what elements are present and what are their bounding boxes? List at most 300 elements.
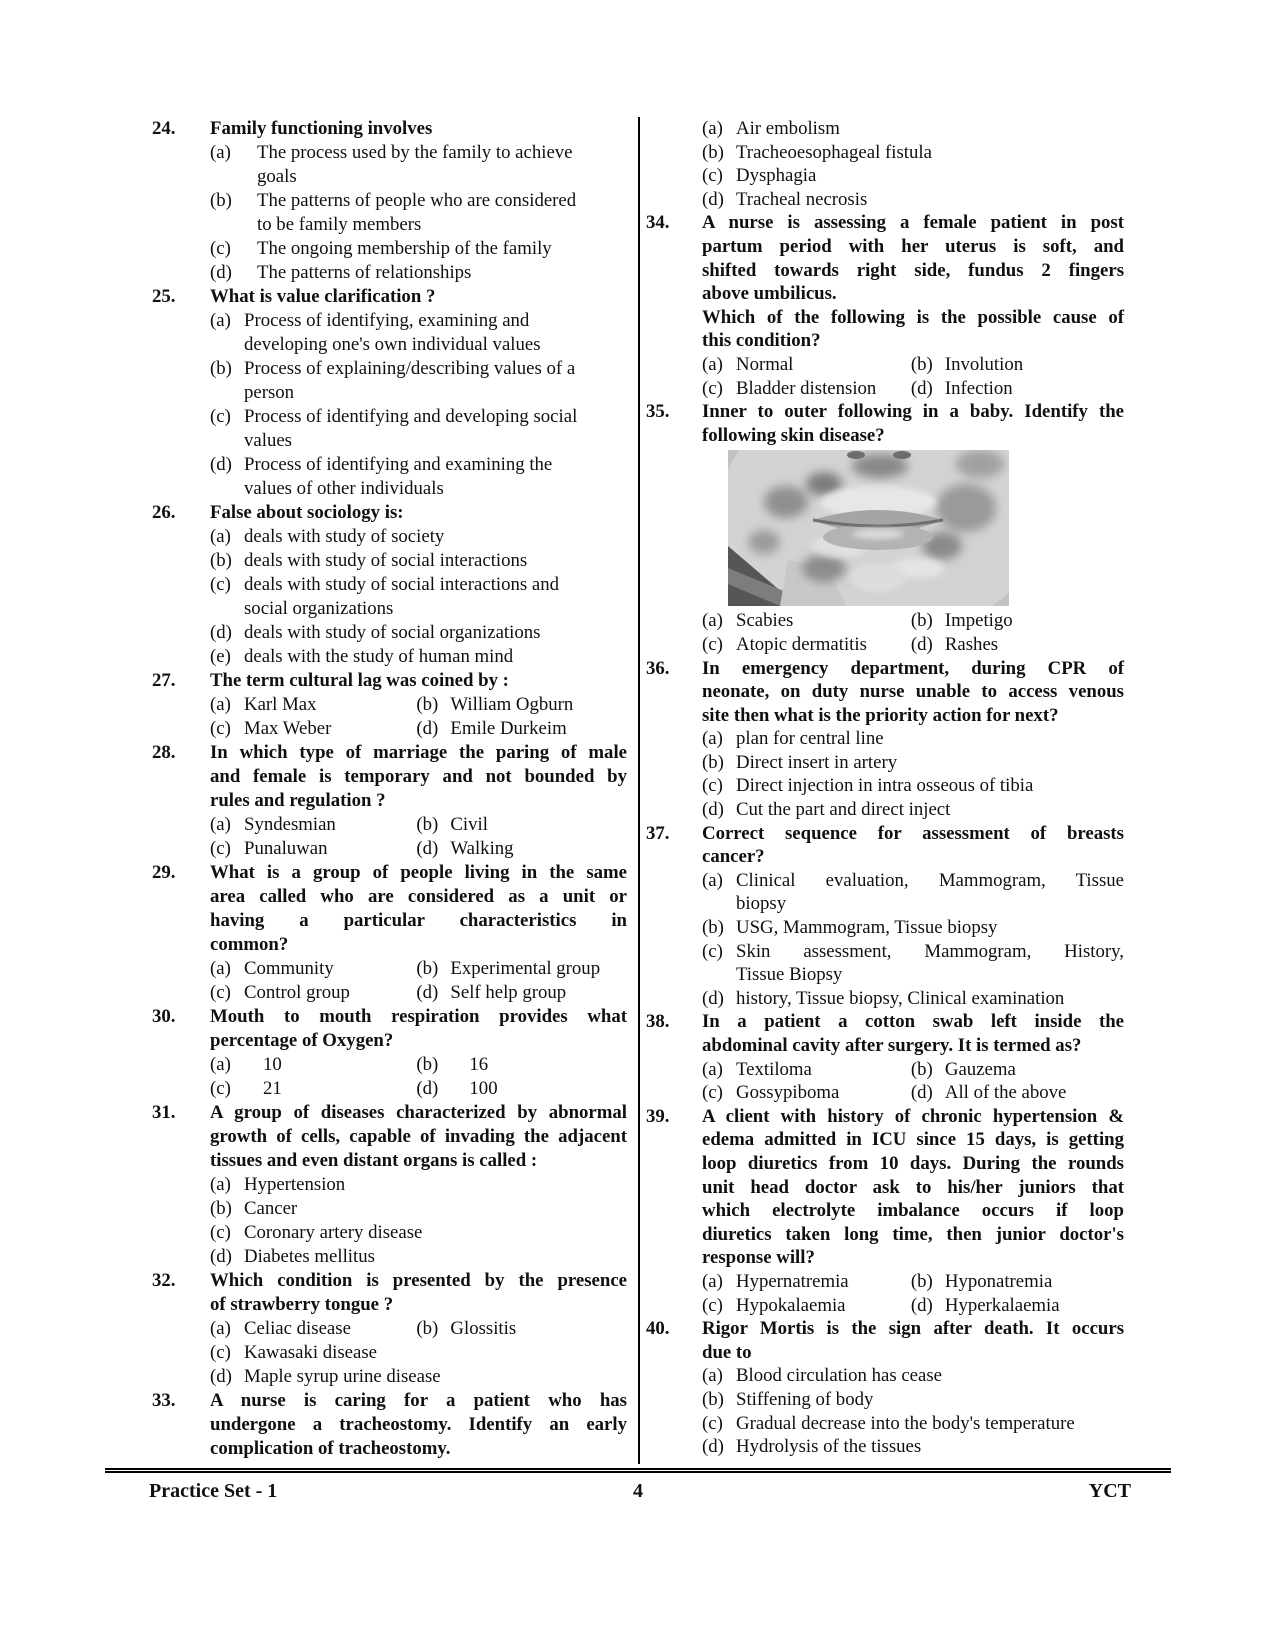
option-text: Community bbox=[244, 958, 334, 979]
option-text: Bladder distension bbox=[736, 377, 877, 399]
question-number: 27. bbox=[152, 670, 176, 691]
option-text: USG, Mammogram, Tissue biopsy bbox=[736, 917, 998, 939]
option-label: (c) bbox=[702, 377, 723, 399]
option-label: (a) bbox=[210, 526, 231, 547]
options-list bbox=[702, 727, 1124, 821]
option-label: (c) bbox=[702, 775, 723, 797]
question-stem-line: partum period with her uterus is soft, and bbox=[702, 235, 1124, 257]
question-block bbox=[152, 501, 627, 669]
options-list bbox=[702, 117, 1124, 211]
option-text-line: Process of identifying and developing social bbox=[244, 406, 578, 427]
options-list bbox=[210, 525, 627, 669]
option-text: Gradual decrease into the body's temperature bbox=[736, 1412, 1075, 1434]
option-item bbox=[210, 237, 627, 261]
option-item bbox=[702, 188, 1124, 212]
question-stem-line: shifted towards right side, fundus 2 fingers bbox=[702, 259, 1124, 281]
question-stem-line: cancer? bbox=[702, 846, 765, 868]
option-text: deals with the study of human mind bbox=[244, 646, 514, 667]
option-text: Civil bbox=[450, 814, 488, 835]
option-item bbox=[210, 1317, 416, 1341]
option-item bbox=[210, 261, 627, 285]
option-label: (a) bbox=[702, 353, 723, 375]
options-list bbox=[702, 1058, 1124, 1105]
option-label: (b) bbox=[416, 958, 439, 979]
question-stem-line: edema admitted in ICU since 15 days, is getting bbox=[702, 1129, 1124, 1151]
option-item bbox=[911, 1294, 1120, 1318]
question-stem-line: Which of the following is the possible cause of bbox=[702, 306, 1124, 328]
option-item bbox=[702, 869, 1124, 916]
option-text: Syndesmian bbox=[244, 814, 336, 835]
option-label: (b) bbox=[702, 917, 724, 939]
option-text: Gossypiboma bbox=[736, 1082, 840, 1104]
option-text: William Ogburn bbox=[450, 694, 574, 715]
option-label: (a) bbox=[702, 610, 723, 632]
question-number: 40. bbox=[646, 1318, 670, 1340]
option-text-line: values of other individuals bbox=[244, 478, 444, 499]
option-text: 21 bbox=[263, 1078, 282, 1099]
question-number: 30. bbox=[152, 1006, 176, 1027]
option-label: (a) bbox=[210, 1318, 231, 1339]
option-item bbox=[416, 1077, 622, 1101]
option-label: (c) bbox=[702, 1294, 723, 1316]
options-list bbox=[702, 353, 1124, 400]
option-label: (b) bbox=[210, 358, 232, 379]
options-list bbox=[210, 1173, 627, 1269]
question-stem-line: What is value clarification ? bbox=[210, 286, 436, 307]
question-stem-line: following skin disease? bbox=[702, 424, 885, 446]
option-label: (b) bbox=[210, 550, 232, 571]
option-text-line: goals bbox=[257, 166, 297, 187]
option-label: (c) bbox=[210, 574, 231, 595]
option-label: (a) bbox=[210, 814, 231, 835]
option-text: Celiac disease bbox=[244, 1318, 351, 1339]
option-item bbox=[210, 813, 416, 837]
question-column-right bbox=[646, 117, 1124, 1459]
options-list bbox=[210, 813, 627, 861]
option-item bbox=[210, 981, 416, 1005]
option-item bbox=[210, 693, 416, 717]
option-text: Textiloma bbox=[736, 1058, 812, 1080]
option-label: (b) bbox=[416, 814, 439, 835]
option-label: (c) bbox=[210, 1342, 231, 1363]
option-text: Hypernatremia bbox=[736, 1270, 849, 1292]
option-item bbox=[911, 1081, 1120, 1105]
question-stem-line: common? bbox=[210, 934, 289, 955]
option-text: Gauzema bbox=[944, 1058, 1016, 1080]
option-item bbox=[416, 1053, 622, 1077]
question-stem-line: A nurse is caring for a patient who has bbox=[210, 1390, 627, 1411]
option-label: (a) bbox=[210, 694, 231, 715]
column-divider bbox=[638, 117, 640, 1464]
option-text: plan for central line bbox=[736, 728, 884, 750]
question-stem-line: False about sociology is: bbox=[210, 502, 404, 523]
option-item bbox=[702, 1058, 911, 1082]
option-item bbox=[702, 774, 1124, 798]
option-text-line: to be family members bbox=[257, 214, 422, 235]
option-text: Impetigo bbox=[944, 610, 1013, 632]
options-list bbox=[702, 1364, 1124, 1458]
option-label: (b) bbox=[910, 1058, 933, 1080]
option-item bbox=[210, 405, 627, 453]
baby-face-illustration bbox=[728, 450, 1009, 606]
question-number: 25. bbox=[152, 286, 176, 307]
option-label: (c) bbox=[210, 1078, 231, 1099]
option-item bbox=[210, 573, 627, 621]
option-label: (a) bbox=[702, 1270, 723, 1292]
option-text: Cancer bbox=[244, 1198, 298, 1219]
question-number: 35. bbox=[646, 401, 670, 423]
question-stem-line: of strawberry tongue ? bbox=[210, 1294, 394, 1315]
question-stem-line: diuretics taken long time, then junior doctor's bbox=[702, 1223, 1124, 1245]
option-label: (d) bbox=[210, 262, 232, 283]
option-text: Hypertension bbox=[244, 1174, 346, 1195]
question-number: 24. bbox=[152, 118, 176, 139]
option-label: (c) bbox=[210, 238, 231, 259]
option-text-line: Process of identifying and examining the bbox=[244, 454, 553, 475]
option-text: Max Weber bbox=[244, 718, 332, 739]
option-text: The patterns of relationships bbox=[257, 262, 472, 283]
option-text: Atopic dermatitis bbox=[736, 633, 867, 655]
option-text: deals with study of society bbox=[244, 526, 445, 547]
option-text: Rashes bbox=[944, 633, 999, 655]
option-item bbox=[416, 693, 622, 717]
option-label: (c) bbox=[210, 838, 231, 859]
option-item bbox=[702, 1435, 1124, 1459]
option-item bbox=[210, 141, 627, 189]
option-label: (a) bbox=[702, 118, 723, 139]
option-text: Normal bbox=[736, 353, 794, 375]
option-item bbox=[416, 1317, 622, 1341]
question-block bbox=[646, 1105, 1124, 1317]
baby-lower-face-skin-lesions-photo bbox=[728, 450, 1009, 606]
question-stem-line: In a patient a cotton swab left inside the bbox=[702, 1011, 1124, 1033]
option-item bbox=[702, 798, 1124, 822]
option-label: (b) bbox=[910, 1270, 933, 1292]
question-stem-line: A group of diseases characterized by abnormal bbox=[210, 1102, 627, 1123]
option-item bbox=[702, 1294, 911, 1318]
option-text: Walking bbox=[450, 838, 514, 859]
option-text: Glossitis bbox=[450, 1318, 517, 1339]
option-item bbox=[210, 837, 416, 861]
option-label: (c) bbox=[702, 1082, 723, 1104]
footer-page-number: 4 bbox=[633, 1480, 643, 1502]
option-item bbox=[210, 453, 627, 501]
option-text: Tracheal necrosis bbox=[736, 188, 868, 210]
option-item bbox=[911, 1058, 1120, 1082]
option-label: (d) bbox=[910, 1294, 933, 1316]
option-text-line: The patterns of people who are considered bbox=[257, 190, 577, 211]
question-stem-line: A client with history of chronic hypertension & bbox=[702, 1105, 1124, 1127]
question-stem-line: abdominal cavity after surgery. It is termed as? bbox=[702, 1035, 1082, 1056]
question-block bbox=[152, 117, 627, 285]
question-number: 38. bbox=[646, 1011, 670, 1033]
option-text: Direct injection in intra osseous of tibia bbox=[736, 775, 1034, 797]
option-label: (c) bbox=[210, 406, 231, 427]
question-stem-line: In emergency department, during CPR of bbox=[702, 657, 1124, 679]
option-item bbox=[702, 751, 1124, 775]
option-item bbox=[911, 633, 1120, 657]
option-text-line: Clinical evaluation, Mammogram, Tissue bbox=[736, 869, 1124, 891]
option-label: (d) bbox=[210, 454, 232, 475]
option-label: (e) bbox=[210, 646, 231, 667]
question-block bbox=[152, 1005, 627, 1101]
option-label: (d) bbox=[702, 188, 724, 210]
option-item bbox=[911, 609, 1120, 633]
option-item bbox=[210, 189, 627, 237]
option-item bbox=[702, 1388, 1124, 1412]
option-text: deals with study of social organizations bbox=[244, 622, 541, 643]
option-item bbox=[210, 1053, 416, 1077]
option-text: Scabies bbox=[736, 610, 794, 632]
option-text-line: deals with study of social interactions and bbox=[244, 574, 560, 595]
question-stem-line: undergone a tracheostomy. Identify an early bbox=[210, 1414, 627, 1435]
option-label: (d) bbox=[416, 838, 439, 859]
option-text: Experimental group bbox=[450, 958, 601, 979]
option-text-line: Skin assessment, Mammogram, History, bbox=[736, 940, 1124, 962]
option-text: Hypokalaemia bbox=[736, 1294, 846, 1316]
option-label: (d) bbox=[416, 982, 439, 1003]
option-text: Self help group bbox=[450, 982, 567, 1003]
options-list bbox=[702, 1270, 1124, 1317]
option-label: (b) bbox=[210, 190, 232, 211]
question-number: 34. bbox=[646, 212, 670, 234]
option-label: (c) bbox=[702, 1412, 723, 1434]
option-item bbox=[702, 987, 1124, 1011]
option-text: Control group bbox=[244, 982, 350, 1003]
option-item bbox=[702, 164, 1124, 188]
option-text: Diabetes mellitus bbox=[244, 1246, 375, 1267]
option-label: (c) bbox=[210, 1222, 231, 1243]
option-label: (d) bbox=[416, 1078, 439, 1099]
question-stem-line: Inner to outer following in a baby. Identify the bbox=[702, 401, 1124, 423]
option-item bbox=[911, 353, 1120, 377]
option-text-line: developing one's own individual values bbox=[244, 334, 541, 355]
option-item bbox=[210, 549, 627, 573]
option-item bbox=[210, 1077, 416, 1101]
option-label: (b) bbox=[210, 1198, 232, 1219]
options-list bbox=[210, 309, 627, 501]
option-label: (d) bbox=[702, 799, 724, 821]
option-text: 16 bbox=[469, 1054, 489, 1075]
option-item bbox=[416, 717, 622, 741]
question-stem-line: which electrolyte imbalance occurs if loop bbox=[702, 1200, 1124, 1222]
option-text: Cut the part and direct inject bbox=[736, 799, 951, 821]
option-text-line: Process of explaining/describing values of a bbox=[244, 358, 576, 379]
question-number: 39. bbox=[646, 1105, 670, 1127]
option-item bbox=[416, 837, 622, 861]
option-label: (b) bbox=[416, 1054, 439, 1075]
option-item bbox=[210, 1221, 627, 1245]
option-item bbox=[210, 645, 627, 669]
option-item bbox=[702, 1412, 1124, 1436]
question-stem-line: loop diuretics from 10 days. During the rounds bbox=[702, 1152, 1124, 1174]
options-list bbox=[210, 141, 627, 285]
question-stem-line: tissues and even distant organs is called : bbox=[210, 1150, 538, 1171]
question-stem-line: Family functioning involves bbox=[210, 118, 433, 139]
question-stem-line: Rigor Mortis is the sign after death. It occurs bbox=[702, 1318, 1124, 1340]
question-block bbox=[152, 285, 627, 501]
option-label: (c) bbox=[702, 633, 723, 655]
option-text: Maple syrup urine disease bbox=[244, 1366, 441, 1387]
option-item bbox=[210, 957, 416, 981]
question-block bbox=[152, 1269, 627, 1389]
option-label: (a) bbox=[702, 728, 723, 750]
options-list bbox=[210, 957, 627, 1005]
options-list bbox=[702, 609, 1124, 656]
option-item bbox=[702, 940, 1124, 987]
option-label: (a) bbox=[702, 1058, 723, 1080]
option-text: deals with study of social interactions bbox=[244, 550, 528, 571]
option-text: Stiffening of body bbox=[736, 1388, 874, 1410]
option-item bbox=[210, 1341, 627, 1365]
question-stem-line: percentage of Oxygen? bbox=[210, 1030, 394, 1051]
option-text: 10 bbox=[263, 1054, 282, 1075]
question-block bbox=[152, 741, 627, 861]
option-label: (b) bbox=[702, 751, 724, 773]
option-label: (b) bbox=[702, 141, 724, 163]
question-column-left bbox=[152, 117, 627, 1461]
option-text-line: Process of identifying, examining and bbox=[244, 310, 530, 331]
option-label: (c) bbox=[210, 982, 231, 1003]
option-text: Punaluwan bbox=[244, 838, 328, 859]
question-number: 36. bbox=[646, 657, 670, 679]
option-label: (b) bbox=[910, 610, 933, 632]
options-list bbox=[702, 869, 1124, 1011]
option-text-line: social organizations bbox=[244, 598, 394, 619]
question-stem-line: Mouth to mouth respiration provides what bbox=[210, 1006, 627, 1027]
question-stem-line: due to bbox=[702, 1341, 752, 1363]
question-number: 31. bbox=[152, 1102, 176, 1123]
question-stem-line: response will? bbox=[702, 1247, 815, 1269]
option-label: (d) bbox=[910, 377, 933, 399]
option-item bbox=[702, 609, 911, 633]
option-item bbox=[702, 633, 911, 657]
question-stem-line: unit head doctor ask to his/her juniors that bbox=[702, 1176, 1124, 1198]
option-text: Dysphagia bbox=[736, 165, 817, 187]
option-label: (d) bbox=[702, 987, 724, 1009]
question-number: 26. bbox=[152, 502, 176, 523]
option-text: history, Tissue biopsy, Clinical examination bbox=[736, 987, 1065, 1009]
question-stem-line: neonate, on duty nurse unable to access venous bbox=[702, 681, 1124, 703]
option-item bbox=[702, 916, 1124, 940]
option-item bbox=[416, 813, 622, 837]
question-block bbox=[152, 1389, 627, 1461]
question-stem-line: above umbilicus. bbox=[702, 283, 837, 305]
option-text: Kawasaki disease bbox=[244, 1342, 377, 1363]
option-label: (d) bbox=[210, 1246, 232, 1267]
option-item bbox=[210, 1197, 627, 1221]
question-block bbox=[646, 1317, 1124, 1459]
option-text-line: values bbox=[244, 430, 292, 451]
option-label: (b) bbox=[416, 694, 439, 715]
option-item bbox=[210, 1173, 627, 1197]
option-text: The ongoing membership of the family bbox=[257, 238, 552, 259]
question-block bbox=[646, 211, 1124, 400]
options-list bbox=[210, 1053, 627, 1101]
option-text: Coronary artery disease bbox=[244, 1222, 423, 1243]
option-item bbox=[416, 957, 622, 981]
question-block bbox=[646, 657, 1124, 822]
option-label: (a) bbox=[210, 1174, 231, 1195]
option-text-line: The process used by the family to achieve bbox=[257, 142, 573, 163]
option-label: (a) bbox=[702, 1365, 723, 1387]
question-block bbox=[646, 822, 1124, 1011]
option-label: (d) bbox=[910, 1082, 933, 1104]
option-text: Hyperkalaemia bbox=[944, 1294, 1060, 1316]
question-stem-line: this condition? bbox=[702, 330, 821, 352]
option-item bbox=[702, 377, 911, 401]
question-stem-line: having a particular characteristics in bbox=[210, 910, 627, 931]
question-stem-line: A nurse is assessing a female patient in post bbox=[702, 212, 1124, 234]
option-text: Karl Max bbox=[244, 694, 317, 715]
option-label: (b) bbox=[702, 1388, 724, 1410]
question-block bbox=[646, 1010, 1124, 1104]
option-item bbox=[702, 141, 1124, 165]
option-label: (b) bbox=[910, 353, 933, 375]
option-label: (c) bbox=[210, 718, 231, 739]
question-stem-line: Which condition is presented by the presence bbox=[210, 1270, 627, 1291]
question-number: 28. bbox=[152, 742, 176, 763]
option-item bbox=[702, 353, 911, 377]
question-stem-line: growth of cells, capable of invading the adjacent bbox=[210, 1126, 627, 1147]
option-label: (a) bbox=[210, 958, 231, 979]
option-item bbox=[210, 357, 627, 405]
option-item bbox=[702, 727, 1124, 751]
question-stem-line: What is a group of people living in the same bbox=[210, 862, 627, 883]
option-label: (d) bbox=[210, 1366, 232, 1387]
option-text: Air embolism bbox=[736, 118, 840, 139]
option-text: Blood circulation has cease bbox=[736, 1365, 942, 1387]
question-block bbox=[152, 861, 627, 1005]
option-text: Hyponatremia bbox=[944, 1270, 1053, 1292]
option-item bbox=[210, 309, 627, 357]
option-item bbox=[702, 117, 1124, 141]
question-block bbox=[646, 117, 1124, 211]
option-text: Infection bbox=[944, 377, 1013, 399]
option-item bbox=[416, 981, 622, 1005]
option-text: Tracheoesophageal fistula bbox=[736, 141, 932, 163]
option-item bbox=[911, 1270, 1120, 1294]
option-text: All of the above bbox=[944, 1082, 1067, 1104]
question-block bbox=[152, 1101, 627, 1269]
option-item bbox=[210, 1245, 627, 1269]
option-item bbox=[702, 1081, 911, 1105]
option-text: Involution bbox=[944, 353, 1024, 375]
option-label: (d) bbox=[416, 718, 439, 739]
option-label: (b) bbox=[416, 1318, 439, 1339]
option-label: (d) bbox=[910, 633, 933, 655]
footer-rule bbox=[105, 1468, 1171, 1510]
question-stem-line: Correct sequence for assessment of breasts bbox=[702, 822, 1124, 844]
option-text: Emile Durkeim bbox=[450, 718, 567, 739]
question-stem-line: complication of tracheostomy. bbox=[210, 1438, 451, 1459]
option-item bbox=[210, 621, 627, 645]
question-number: 32. bbox=[152, 1270, 176, 1291]
option-text-line: biopsy bbox=[736, 893, 787, 915]
option-label: (a) bbox=[210, 1054, 231, 1075]
footer-publisher-label: YCT bbox=[1088, 1480, 1131, 1502]
question-stem-line: The term cultural lag was coined by : bbox=[210, 670, 509, 691]
option-label: (d) bbox=[702, 1436, 724, 1458]
option-text: Direct insert in artery bbox=[736, 751, 898, 773]
option-item bbox=[702, 1364, 1124, 1388]
option-text: Hydrolysis of the tissues bbox=[736, 1436, 922, 1458]
option-item bbox=[702, 1270, 911, 1294]
question-block bbox=[646, 400, 1124, 656]
option-item bbox=[210, 525, 627, 549]
footer-practice-set-label: Practice Set - 1 bbox=[149, 1480, 278, 1502]
question-stem-line: site then what is the priority action for next? bbox=[702, 704, 1059, 726]
